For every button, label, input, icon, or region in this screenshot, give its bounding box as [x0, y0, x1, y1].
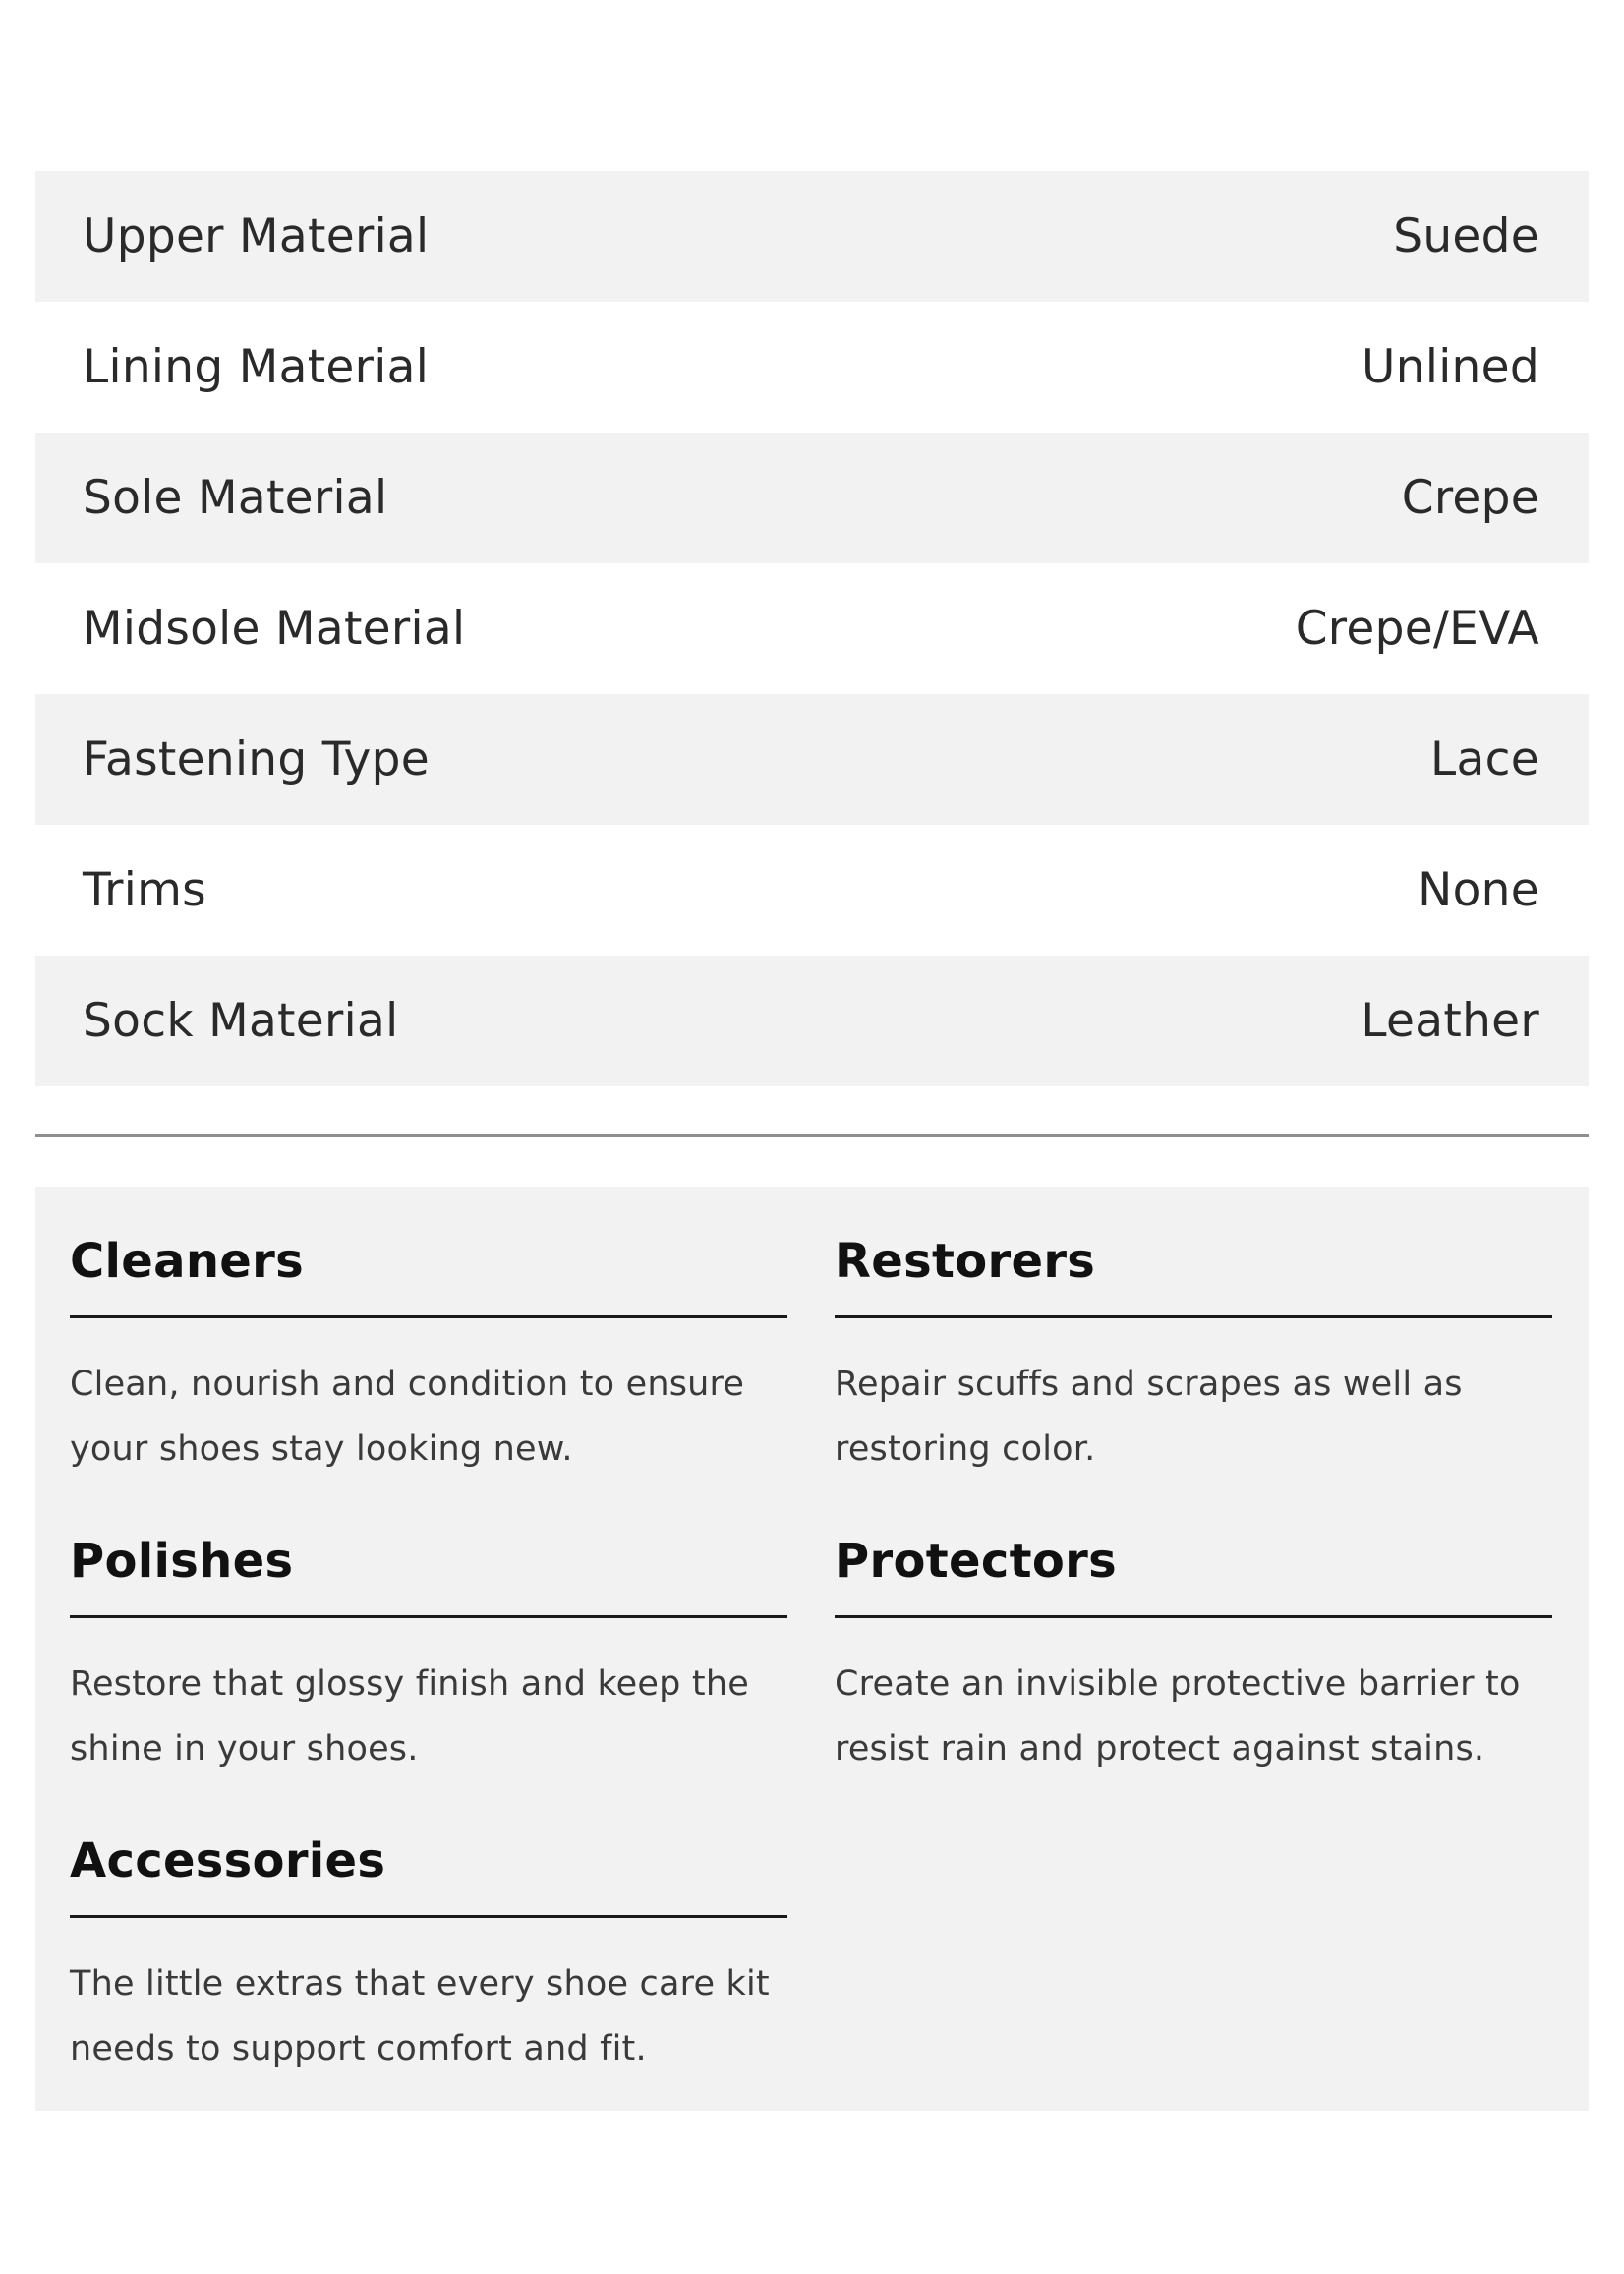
care-category-restorers[interactable] [835, 1187, 1552, 1482]
spec-label: Upper Material [83, 209, 430, 263]
spec-label: Lining Material [83, 340, 430, 394]
care-category-cleaners[interactable] [70, 1187, 787, 1482]
spec-row-upper-material [35, 171, 1589, 302]
spec-label: Trims [83, 863, 206, 917]
spec-row-sole-material [35, 433, 1589, 563]
spec-value: None [1418, 863, 1539, 917]
spec-value: Crepe/EVA [1295, 602, 1539, 656]
spec-label: Sock Material [83, 994, 399, 1048]
spec-row-fastening-type [35, 694, 1589, 825]
care-title-accessories[interactable]: Accessories [70, 1786, 787, 1918]
spec-label: Fastening Type [83, 732, 430, 787]
care-category-polishes[interactable] [70, 1487, 787, 1781]
care-description-polishes: Restore that glossy finish and keep the shine in your shoes. [70, 1664, 749, 1769]
care-description-protectors: Create an invisible protective barrier to resist rain and protect against stains. [835, 1664, 1521, 1769]
spec-value: Leather [1361, 994, 1539, 1048]
spec-row-midsole-material [35, 563, 1589, 694]
spec-row-sock-material [35, 956, 1589, 1086]
care-category-accessories[interactable] [70, 1786, 787, 2081]
product-specifications-table [35, 171, 1589, 1086]
spec-value: Crepe [1401, 471, 1539, 525]
spec-label: Sole Material [83, 471, 388, 525]
care-title-restorers[interactable]: Restorers [835, 1187, 1552, 1318]
section-divider [35, 1134, 1589, 1137]
care-title-polishes[interactable]: Polishes [70, 1487, 787, 1618]
care-title-cleaners[interactable]: Cleaners [70, 1187, 787, 1318]
care-description-accessories: The little extras that every shoe care kit needs to support comfort and fit. [70, 1964, 770, 2069]
spec-row-trims [35, 825, 1589, 956]
spec-row-lining-material [35, 302, 1589, 433]
spec-value: Lace [1430, 732, 1539, 787]
care-title-protectors[interactable]: Protectors [835, 1487, 1552, 1618]
spec-label: Midsole Material [83, 602, 466, 656]
care-category-protectors[interactable] [835, 1487, 1552, 1781]
shoe-care-panel [35, 1187, 1589, 2111]
care-description-restorers: Repair scuffs and scrapes as well as restoring color. [835, 1365, 1463, 1469]
spec-value: Suede [1393, 209, 1539, 263]
spec-value: Unlined [1362, 340, 1539, 394]
care-description-cleaners: Clean, nourish and condition to ensure your shoes stay looking new. [70, 1365, 745, 1469]
